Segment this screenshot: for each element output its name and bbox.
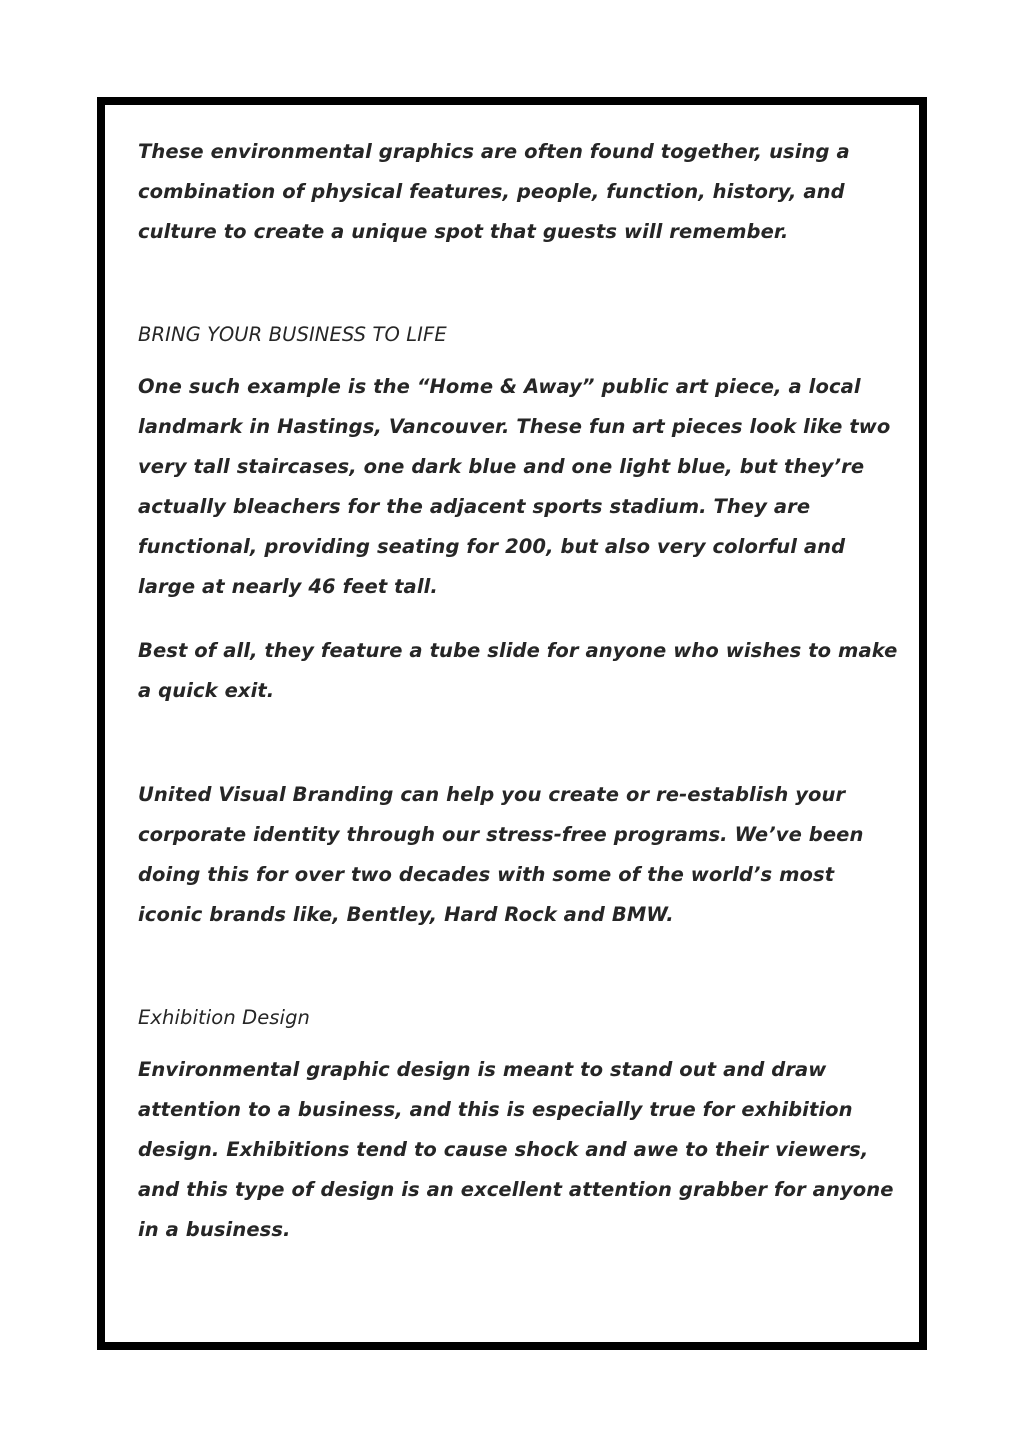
united-visual-branding-paragraph: United Visual Branding can help you create or re-establish your corporate identity through our stress-free programs. We’ve been doing this for over two decades with some of the world’s most iconic brands like, Bentley, Hard Rock and BMW. [138, 783, 864, 926]
section-heading-exhibition: Exhibition Design [138, 1006, 311, 1029]
home-away-paragraph: One such example is the “Home & Away” public art piece, a local landmark in Hastings, Vancouver. These fun art pieces look like two very tall staircases, one dark blue and one light blue, but they’re actually bleachers for the adjacent sports stadium. They are functional, providing seating for 200, but also very colorful and large at nearly 46 feet tall. [138, 375, 891, 598]
exhibition-design-paragraph: Environmental graphic design is meant to stand out and draw attention to a business, and this is especially true for exhibition design. Exhibitions tend to cause shock and awe to their viewers, and this type of design is an excellent attention grabber for anyone in a business. [138, 1058, 894, 1241]
section-heading-business: BRING YOUR BUSINESS TO LIFE [138, 323, 447, 346]
intro-paragraph: These environmental graphics are often found together, using a combination of physical features, people, function, history, and culture to create a unique spot that guests will remember. [138, 140, 850, 243]
tube-slide-paragraph: Best of all, they feature a tube slide for anyone who wishes to make a quick exit. [138, 639, 898, 702]
